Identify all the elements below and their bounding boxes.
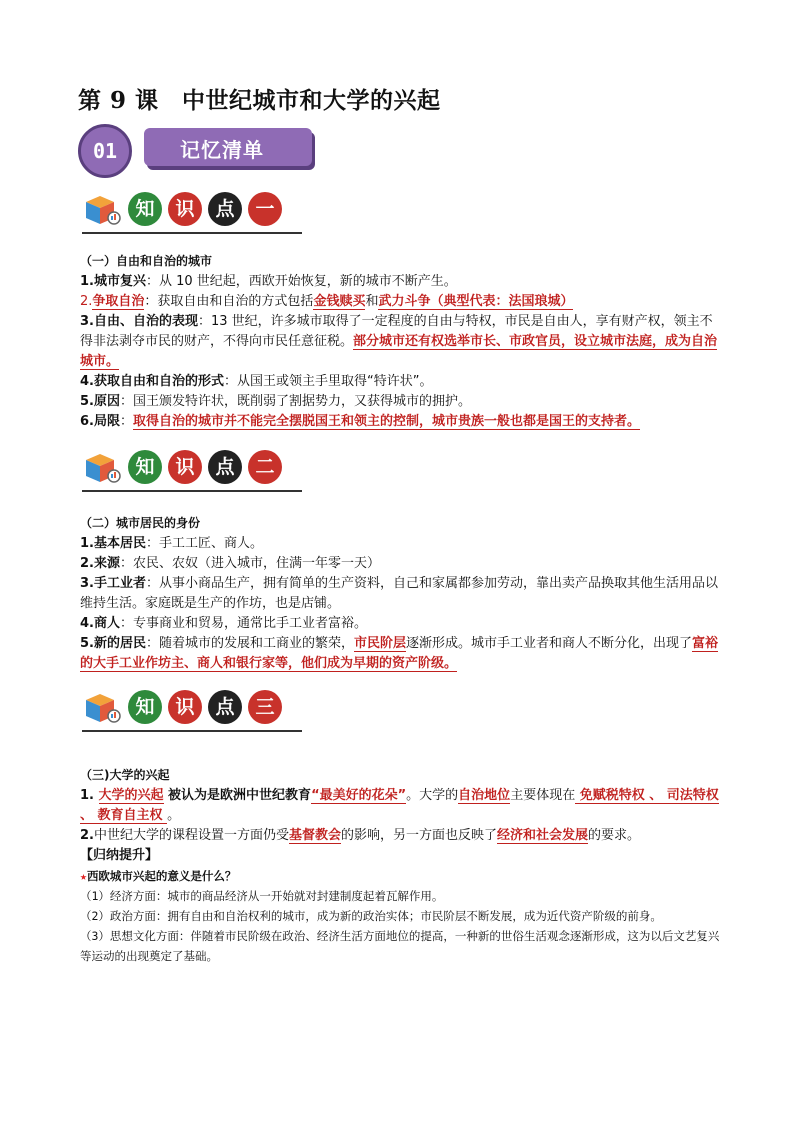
s1-line3: 3.自由、自治的表现：13 世纪，许多城市取得了一定程度的自由与特权，市民是自由人，享有财产权，领主不得非法剥夺市民的财产，不得向市民任意征税。部分城市还有权选举市长、市政官员，设立城市法庭，成为自治城市。 [80, 314, 718, 369]
s2-line2: 2.来源：农民、农奴（进入城市，住满一年零一天） [80, 556, 380, 571]
section3-body [80, 786, 720, 846]
cube-chart-icon [82, 690, 122, 724]
s3-line2: 2.中世纪大学的课程设置一方面仍受基督教会的影响，另一方面也反映了经济和社会发展的要求。 [80, 828, 641, 843]
summary-item-1: （1）经济方面：城市的商品经济从一开始就对封建制度起着瓦解作用。 [80, 889, 444, 903]
summary-block [80, 846, 720, 966]
summary-question: 西欧城市兴起的意义是什么？ [86, 869, 237, 883]
kp-underline [82, 730, 302, 732]
s1-line5: 5.原因：国王颁发特许状，既削弱了割据势力，又获得城市的拥护。 [80, 394, 471, 409]
kp-shi: 识 [168, 450, 202, 484]
summary-item-2: （2）政治方面：拥有自由和自治权利的城市，成为新的政治实体；市民阶层不断发展，成为近代资产阶级的前身。 [80, 909, 662, 923]
knowledge-point-header-2 [82, 446, 302, 490]
banner-tab [144, 128, 312, 166]
cube-chart-icon [82, 450, 122, 484]
kp-zhi: 知 [128, 450, 162, 484]
kp-zhi: 知 [128, 690, 162, 724]
knowledge-point-header-1 [82, 188, 302, 232]
star-icon: ★ [80, 869, 87, 883]
section1-body [80, 272, 720, 432]
page-title: 第 9 课 中世纪城市和大学的兴起 [78, 87, 441, 114]
s1-line1: 1.城市复兴：从 10 世纪起，西欧开始恢复，新的城市不断产生。 [80, 274, 457, 289]
kp-number: 一 [248, 192, 282, 226]
kp-number: 二 [248, 450, 282, 484]
section3-heading: （三)大学的兴起 [80, 768, 170, 782]
knowledge-point-header-3 [82, 686, 302, 730]
s1-line4: 4.获取自由和自治的形式：从国王或领主手里取得“特许状”。 [80, 374, 433, 389]
kp-dian: 点 [208, 450, 242, 484]
kp-shi: 识 [168, 690, 202, 724]
s2-line5: 5.新的居民：随着城市的发展和工商业的繁荣，市民阶层逐渐形成。城市手工业者和商人不断分化，出现了富裕的大手工业作坊主、商人和银行家等，他们成为早期的资产阶级。 [80, 636, 719, 671]
banner-label: 记忆清单 [180, 138, 264, 162]
kp-underline [82, 490, 302, 492]
section2-body [80, 534, 720, 674]
section-banner [78, 124, 318, 180]
kp-zhi: 知 [128, 192, 162, 226]
summary-question-line [80, 866, 720, 886]
s2-line3: 3.手工业者：从事小商品生产，拥有简单的生产资料，自己和家属都参加劳动，靠出卖产品换取其他生活用品以维持生活。家庭既是生产的作坊，也是店铺。 [80, 576, 718, 611]
cube-chart-icon [82, 192, 122, 226]
section1-heading: （一）自由和自治的城市 [80, 254, 213, 268]
banner-number: 01 [92, 139, 118, 163]
banner-number-badge [78, 124, 132, 178]
kp-shi: 识 [168, 192, 202, 226]
s1-line6: 6.局限：取得自治的城市并不能完全摆脱国王和领主的控制，城市贵族一般也都是国王的支持者。 [80, 414, 641, 429]
section2-heading: （二）城市居民的身份 [80, 516, 201, 530]
s2-line1: 1.基本居民：手工工匠、商人。 [80, 536, 263, 551]
s3-line1: 1. 大学的兴起 被认为是欧洲中世纪教育“最美好的花朵”。大学的自治地位主要体现在 免赋税特权 、 司法特权 、 教育自主权 。 [80, 788, 719, 823]
kp-dian: 点 [208, 192, 242, 226]
summary-heading: 【归纳提升】 [80, 848, 159, 863]
s1-line2: 2.争取自治：获取自由和自治的方式包括金钱赎买和武力斗争（典型代表：法国琅城） [80, 294, 574, 309]
s2-line4: 4.商人：专事商业和贸易，通常比手工业者富裕。 [80, 616, 367, 631]
kp-number: 三 [248, 690, 282, 724]
summary-item-3: （3）思想文化方面：伴随着市民阶级在政治、经济生活方面地位的提高，一种新的世俗生活观念逐渐形成，这为以后文艺复兴等运动的出现奠定了基础。 [80, 929, 720, 963]
kp-underline [82, 232, 302, 234]
kp-dian: 点 [208, 690, 242, 724]
